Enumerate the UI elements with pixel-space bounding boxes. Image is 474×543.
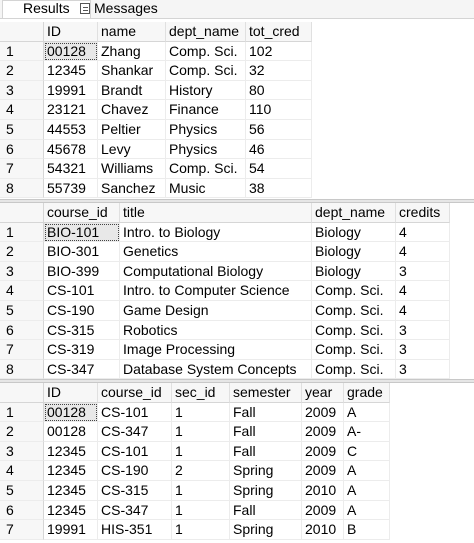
results-tab-bar (0, 0, 474, 19)
column-header[interactable]: title (120, 203, 312, 223)
table-cell[interactable]: 23121 (44, 100, 98, 120)
table-cell[interactable]: 4 (396, 223, 450, 243)
row-number[interactable]: 4 (0, 100, 44, 120)
table-cell[interactable]: 56 (246, 120, 312, 140)
row-number[interactable]: 6 (0, 140, 44, 160)
row-number[interactable]: 2 (0, 242, 44, 262)
table-cell[interactable]: 1 (172, 481, 230, 501)
table-cell[interactable]: Biology (312, 223, 396, 243)
table-cell[interactable]: 19991 (44, 520, 98, 540)
table-cell[interactable]: Sanchez (98, 179, 166, 199)
table-cell[interactable]: Biology (312, 262, 396, 282)
row-number[interactable]: 3 (0, 262, 44, 282)
column-header[interactable]: ID (44, 383, 98, 403)
row-number[interactable]: 2 (0, 422, 44, 442)
table-cell[interactable]: 2009 (302, 422, 344, 442)
table-cell[interactable]: A (344, 461, 390, 481)
tab-results[interactable] (2, 0, 91, 18)
table-cell[interactable]: Fall (230, 403, 302, 423)
table-cell[interactable]: 4 (396, 301, 450, 321)
table-cell[interactable]: 45678 (44, 140, 98, 160)
table-cell[interactable]: 12345 (44, 461, 98, 481)
table-cell[interactable]: 38 (246, 179, 312, 199)
table-cell[interactable]: CS-190 (98, 461, 172, 481)
column-header[interactable]: credits (396, 203, 450, 223)
tab-messages-label: Messages (94, 0, 158, 16)
table-cell[interactable]: BIO-301 (44, 242, 120, 262)
table-cell[interactable]: A (344, 403, 390, 423)
table-cell[interactable]: 110 (246, 100, 312, 120)
table-cell[interactable]: Shankar (98, 61, 166, 81)
table-cell[interactable]: 102 (246, 42, 312, 62)
table-cell[interactable]: Comp. Sci. (312, 360, 396, 380)
table-cell[interactable]: History (166, 81, 246, 101)
select-all-corner[interactable] (0, 22, 44, 42)
column-header[interactable]: sec_id (172, 383, 230, 403)
table-cell[interactable]: 1 (172, 422, 230, 442)
column-header[interactable]: course_id (98, 383, 172, 403)
row-number[interactable]: 4 (0, 461, 44, 481)
column-header[interactable]: dept_name (312, 203, 396, 223)
table-cell[interactable]: Finance (166, 100, 246, 120)
table-cell[interactable]: A (344, 501, 390, 521)
row-number[interactable]: 6 (0, 321, 44, 341)
row-number[interactable]: 3 (0, 81, 44, 101)
table-cell[interactable]: 3 (396, 340, 450, 360)
row-number[interactable]: 2 (0, 61, 44, 81)
table-cell[interactable]: Intro. to Biology (120, 223, 312, 243)
table-cell[interactable]: 3 (396, 360, 450, 380)
row-number[interactable]: 8 (0, 360, 44, 380)
column-header[interactable]: grade (344, 383, 390, 403)
table-cell[interactable]: Biology (312, 242, 396, 262)
table-cell[interactable]: Zhang (98, 42, 166, 62)
table-cell[interactable]: C (344, 442, 390, 462)
row-number[interactable]: 1 (0, 403, 44, 423)
table-cell[interactable]: Intro. to Computer Science (120, 281, 312, 301)
table-cell[interactable]: 2 (172, 461, 230, 481)
table-cell[interactable]: 2009 (302, 501, 344, 521)
table-cell[interactable]: Spring (230, 461, 302, 481)
table-cell[interactable]: 00128 (44, 42, 98, 62)
column-header[interactable]: semester (230, 383, 302, 403)
table-cell[interactable]: Chavez (98, 100, 166, 120)
table-cell[interactable]: Brandt (98, 81, 166, 101)
tab-results-label: Results (23, 0, 70, 16)
table-cell[interactable]: CS-101 (98, 442, 172, 462)
table-cell[interactable]: 12345 (44, 442, 98, 462)
table-cell[interactable]: 19991 (44, 81, 98, 101)
table-cell[interactable]: Fall (230, 501, 302, 521)
column-header[interactable]: tot_cred (246, 22, 312, 42)
table-cell[interactable]: 12345 (44, 501, 98, 521)
row-number[interactable]: 5 (0, 120, 44, 140)
table-cell[interactable]: Comp. Sci. (166, 42, 246, 62)
row-number[interactable]: 1 (0, 42, 44, 62)
table-cell[interactable]: 00128 (44, 422, 98, 442)
row-number[interactable]: 8 (0, 179, 44, 199)
table-cell[interactable]: 2009 (302, 403, 344, 423)
table-cell[interactable]: 3 (396, 262, 450, 282)
row-number[interactable]: 6 (0, 501, 44, 521)
table-cell[interactable]: CS-347 (98, 501, 172, 521)
table-cell[interactable]: 44553 (44, 120, 98, 140)
table-cell[interactable]: Levy (98, 140, 166, 160)
table-cell[interactable]: Genetics (120, 242, 312, 262)
table-cell[interactable]: 1 (172, 520, 230, 540)
table-cell[interactable]: Williams (98, 159, 166, 179)
select-all-corner[interactable] (0, 203, 44, 223)
row-number[interactable]: 7 (0, 159, 44, 179)
table-cell[interactable]: Comp. Sci. (312, 340, 396, 360)
row-number[interactable]: 7 (0, 340, 44, 360)
table-cell[interactable]: Peltier (98, 120, 166, 140)
table-cell[interactable]: 55739 (44, 179, 98, 199)
table-cell[interactable]: 2009 (302, 461, 344, 481)
row-number[interactable]: 3 (0, 442, 44, 462)
table-cell[interactable]: B (344, 520, 390, 540)
table-cell[interactable]: 2010 (302, 481, 344, 501)
table-cell[interactable]: A- (344, 422, 390, 442)
column-header[interactable]: dept_name (166, 22, 246, 42)
table-cell[interactable]: CS-347 (98, 422, 172, 442)
table-cell[interactable]: 2009 (302, 442, 344, 462)
table-cell[interactable]: 00128 (44, 403, 98, 423)
table-cell[interactable]: CS-101 (98, 403, 172, 423)
table-cell[interactable]: Physics (166, 120, 246, 140)
table-cell[interactable]: Comp. Sci. (312, 321, 396, 341)
table-cell[interactable]: 54321 (44, 159, 98, 179)
table-cell[interactable]: 4 (396, 242, 450, 262)
table-cell[interactable]: 32 (246, 61, 312, 81)
table-cell[interactable]: Robotics (120, 321, 312, 341)
row-number[interactable]: 5 (0, 301, 44, 321)
select-all-corner[interactable] (0, 383, 44, 403)
table-cell[interactable]: 1 (172, 501, 230, 521)
table-cell[interactable]: HIS-351 (98, 520, 172, 540)
table-cell[interactable]: Comp. Sci. (166, 159, 246, 179)
row-number[interactable]: 4 (0, 281, 44, 301)
row-number[interactable]: 1 (0, 223, 44, 243)
column-header[interactable]: course_id (44, 203, 120, 223)
table-cell[interactable]: BIO-101 (44, 223, 120, 243)
table-cell[interactable]: CS-101 (44, 281, 120, 301)
table-cell[interactable]: Comp. Sci. (312, 281, 396, 301)
table-cell[interactable]: 2010 (302, 520, 344, 540)
table-cell[interactable]: 12345 (44, 481, 98, 501)
table-cell[interactable]: Comp. Sci. (312, 301, 396, 321)
table-cell[interactable]: Computational Biology (120, 262, 312, 282)
table-cell[interactable]: Game Design (120, 301, 312, 321)
table-cell[interactable]: Physics (166, 140, 246, 160)
table-cell[interactable]: CS-347 (44, 360, 120, 380)
table-cell[interactable]: 12345 (44, 61, 98, 81)
row-number[interactable]: 5 (0, 481, 44, 501)
table-cell[interactable]: 54 (246, 159, 312, 179)
table-cell[interactable]: CS-315 (44, 321, 120, 341)
table-cell[interactable]: CS-319 (44, 340, 120, 360)
table-cell[interactable]: Spring (230, 520, 302, 540)
messages-icon (80, 3, 90, 14)
column-header[interactable]: year (302, 383, 344, 403)
table-cell[interactable]: Spring (230, 481, 302, 501)
table-cell[interactable]: 3 (396, 321, 450, 341)
table-cell[interactable]: Image Processing (120, 340, 312, 360)
table-cell[interactable]: Database System Concepts (120, 360, 312, 380)
row-number[interactable]: 7 (0, 520, 44, 540)
table-cell[interactable]: A (344, 481, 390, 501)
table-cell[interactable]: Music (166, 179, 246, 199)
table-cell[interactable]: 1 (172, 403, 230, 423)
table-cell[interactable]: CS-190 (44, 301, 120, 321)
table-cell[interactable]: Comp. Sci. (166, 61, 246, 81)
column-header[interactable]: ID (44, 22, 98, 42)
table-cell[interactable]: CS-315 (98, 481, 172, 501)
table-cell[interactable]: Fall (230, 442, 302, 462)
table-cell[interactable]: 80 (246, 81, 312, 101)
table-cell[interactable]: 1 (172, 442, 230, 462)
column-header[interactable]: name (98, 22, 166, 42)
table-cell[interactable]: BIO-399 (44, 262, 120, 282)
tab-messages[interactable] (80, 0, 158, 18)
table-cell[interactable]: Fall (230, 422, 302, 442)
table-cell[interactable]: 4 (396, 281, 450, 301)
table-cell[interactable]: 46 (246, 140, 312, 160)
